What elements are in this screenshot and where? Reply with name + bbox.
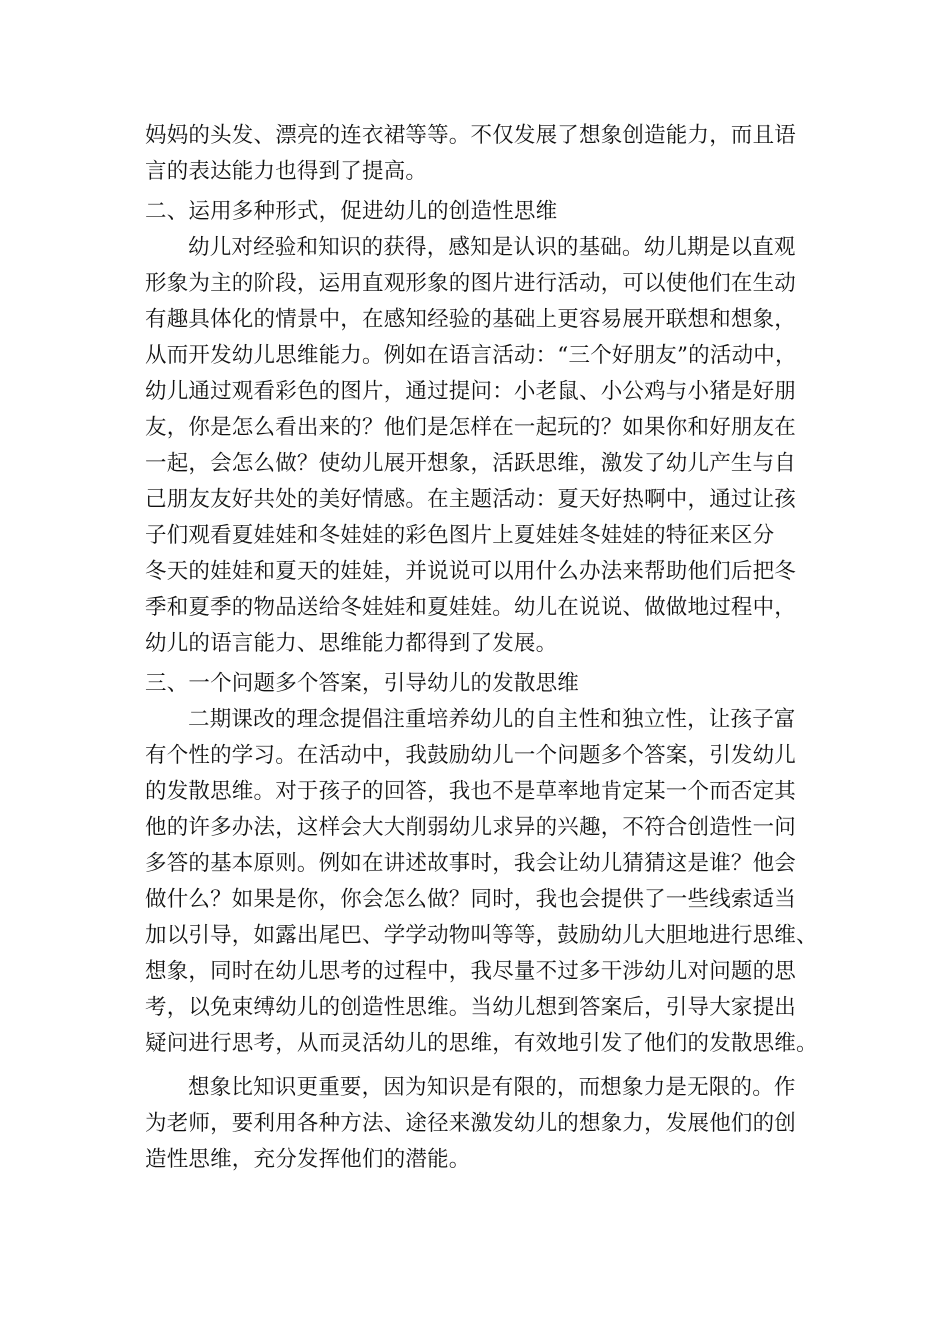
paragraph-line: 的发散思维。对于孩子的回答，我也不是草率地肯定某一个而否定其: [145, 779, 797, 804]
paragraph-line: 幼儿对经验和知识的获得，感知是认识的基础。幼儿期是以直观: [188, 235, 796, 260]
paragraph-line: 有个性的学习。在活动中，我鼓励幼儿一个问题多个答案，引发幼儿: [145, 743, 797, 768]
paragraph-line: 二期课改的理念提倡注重培养幼儿的自主性和独立性，让孩子富: [188, 707, 796, 732]
paragraph-line: 一起，会怎么做？使幼儿展开想象，活跃思维，激发了幼儿产生与自: [145, 451, 797, 476]
paragraph-line: 季和夏季的物品送给冬娃娃和夏娃娃。幼儿在说说、做做地过程中，: [145, 595, 797, 620]
section-heading: 三、一个问题多个答案，引导幼儿的发散思维: [145, 671, 580, 696]
paragraph-line: 从而开发幼儿思维能力。例如在语言活动：“三个好朋友”的活动中，: [145, 343, 797, 368]
paragraph-line: 加以引导，如露出尾巴、学学动物叫等等，鼓励幼儿大胆地进行思维、: [145, 923, 818, 948]
paragraph-line: 冬天的娃娃和夏天的娃娃，并说说可以用什么办法来帮助他们后把冬: [145, 559, 797, 584]
paragraph-line: 妈妈的头发、漂亮的连衣裙等等。不仅发展了想象创造能力，而且语: [145, 123, 797, 148]
paragraph-line: 有趣具体化的情景中，在感知经验的基础上更容易展开联想和想象，: [145, 307, 797, 332]
paragraph-line: 他的许多办法，这样会大大削弱幼儿求异的兴趣，不符合创造性一问: [145, 815, 797, 840]
paragraph-line: 言的表达能力也得到了提高。: [145, 159, 428, 184]
paragraph-line: 疑问进行思考，从而灵活幼儿的思维，有效地引发了他们的发散思维。: [145, 1031, 818, 1056]
section-heading: 二、运用多种形式，促进幼儿的创造性思维: [145, 199, 558, 224]
paragraph-line: 子们观看夏娃娃和冬娃娃的彩色图片上夏娃娃冬娃娃的特征来区分: [145, 523, 775, 548]
paragraph-line: 己朋友友好共处的美好情感。在主题活动：夏天好热啊中，通过让孩: [145, 487, 797, 512]
paragraph-line: 友，你是怎么看出来的？他们是怎样在一起玩的？如果你和好朋友在: [145, 415, 797, 440]
paragraph-line: 想象，同时在幼儿思考的过程中，我尽量不过多干涉幼儿对问题的思: [145, 959, 797, 984]
paragraph-line: 为老师，要利用各种方法、途径来激发幼儿的想象力，发展他们的创: [145, 1111, 797, 1136]
paragraph-line: 造性思维，充分发挥他们的潜能。: [145, 1147, 471, 1172]
paragraph-line: 幼儿的语言能力、思维能力都得到了发展。: [145, 631, 558, 656]
paragraph-line: 形象为主的阶段，运用直观形象的图片进行活动，可以使他们在生动: [145, 271, 797, 296]
paragraph-line: 想象比知识更重要，因为知识是有限的，而想象力是无限的。作: [188, 1075, 796, 1100]
paragraph-line: 做什么？如果是你，你会怎么做？同时，我也会提供了一些线索适当: [145, 887, 797, 912]
paragraph-line: 多答的基本原则。例如在讲述故事时，我会让幼儿猜猜这是谁？他会: [145, 851, 797, 876]
paragraph-line: 幼儿通过观看彩色的图片，通过提问：小老鼠、小公鸡与小猪是好朋: [145, 379, 797, 404]
paragraph-line: 考，以免束缚幼儿的创造性思维。当幼儿想到答案后，引导大家提出: [145, 995, 797, 1020]
